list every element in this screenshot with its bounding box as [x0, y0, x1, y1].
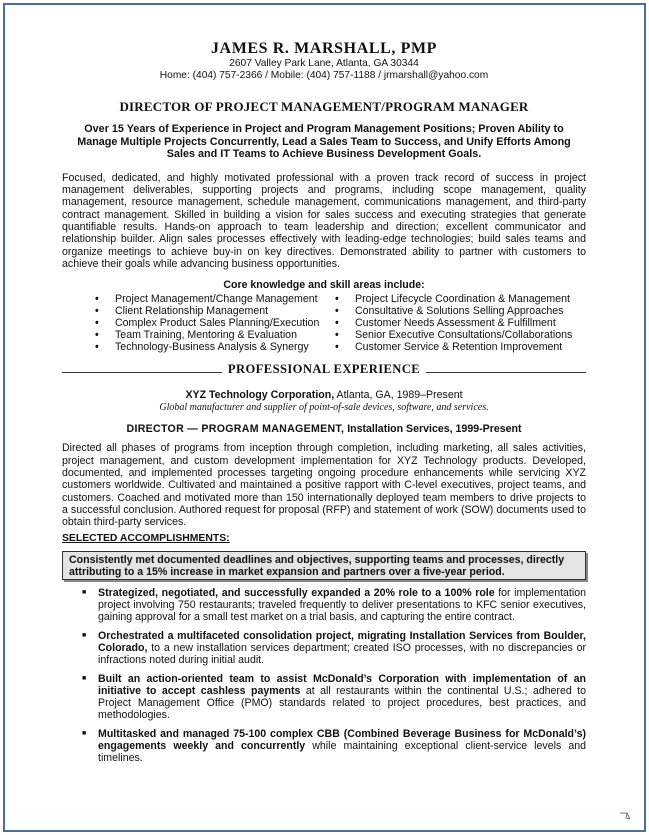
company-tagline: Global manufacturer and supplier of point-of-sale devices, software, and services.: [159, 401, 489, 413]
candidate-name: JAMES R. MARSHALL, PMP: [210, 40, 438, 57]
summary-paragraph: Focused, dedicated, and highly motivated professional with a proven track record of success in project management deliverables, supporting projects and programs, including scope management, quality management, resource management, schedule management, communications management, and third-party contract management. Skilled in building a vision for sales success and executing strategies that generate quantifiable results. Hands-on approach to team leadership and direction; excellent communicator and relationship builder. Align sales processes effectively with leading-edge technologies; build sales teams and organize meetings to achieve buy-in on key directives. Demonstrated ability to partner with customers to achieve their goals while advancing business opportunities.: [62, 171, 586, 270]
skills-column-right: [335, 294, 572, 353]
company-name: XYZ Technology Corporation,: [185, 389, 335, 402]
experience-section-header: [62, 363, 586, 381]
skill-item: • Complex Product Sales Planning/Execution: [95, 318, 335, 330]
accomplishment-text: to a new installation services department; created ISO processes, with no discrepancies or infractions noted during initial audit.: [98, 641, 586, 667]
accomplishment-text: for implementation project involving 750 restaurants; traveled frequently to deliver presentations to KFC senior executives, gaining approval for a small test market on a trial basis, and capturing the entire contract.: [98, 586, 586, 624]
skill-item: • Project Management/Change Management: [95, 294, 335, 306]
accomplishment-bold: Multitasked and managed 75-100 complex CBB (Combined Beverage Business for McDonald’s) engagements weekly and concurrently: [98, 727, 586, 752]
divider-right: [426, 372, 586, 373]
core-skills-title: Core knowledge and skill areas include:: [223, 279, 425, 292]
highlight-callout: Consistently met documented deadlines and objectives, supporting teams and processes, directly attributing to a 15% increase in market expansion and partners over a five-year period.: [62, 551, 586, 580]
selected-accomplishments-label: SELECTED ACCOMPLISHMENTS:: [62, 533, 230, 545]
accomplishment-text: while maintaining exceptional client-service levels and timelines.: [98, 739, 586, 765]
accomplishment-bold: Built an action-oriented team to assist McDonald’s Corporation with implementation of an initiative to accept cashless payments: [98, 672, 586, 697]
objective-title: DIRECTOR OF PROJECT MANAGEMENT/PROGRAM MANAGER: [119, 99, 529, 114]
headline: Over 15 Years of Experience in Project and Program Management Positions; Proven Ability to Manage Multiple Projects Concurrently, Lead a Sales Team to Success, and Unify Efforts Among Sales and IT Teams to Achieve Business Development Goals.: [77, 123, 571, 161]
role-line: [62, 423, 586, 435]
accomplishment-bold: Strategized, negotiated, and successfully expanded a 20% role to a 100% role: [98, 586, 495, 599]
role-description: Directed all phases of programs from inception through completion, including marketing, all sales activities, project management, and custom development implementation for XYZ Technology products. Developed, documented, and implemented processes targeting ongoing procedure enhancements while servicing XYZ customers worldwide. Cultivated and maintained a positive rapport with C-level executives, project teams, and customers. Coached and motivated more than 150 internationally deployed team members to drive projects to a successful conclusion. Authored request for proposal (RFP) and statement of work (SOW) documents used to obtain third-party services.: [62, 442, 586, 529]
skills-list: [62, 294, 586, 353]
company-location-dates: Atlanta, GA, 1989–Present: [334, 389, 463, 402]
resume-page: [62, 40, 586, 771]
accomplishment-list: [84, 587, 586, 765]
accomplishment-item: [84, 587, 586, 624]
skill-item: • Customer Needs Assessment & Fulfillment: [335, 318, 572, 330]
skill-item: • Project Lifecycle Coordination & Management: [335, 294, 572, 306]
skill-item: • Consultative & Solutions Selling Approaches: [335, 306, 572, 318]
company-line: [62, 389, 586, 401]
skills-column-left: [95, 294, 335, 353]
contact-line: Home: (404) 757-2366 / Mobile: (404) 757-1188 / jrmarshall@yahoo.com: [159, 70, 489, 81]
address: 2607 Valley Park Lane, Atlanta, GA 30344: [229, 58, 419, 69]
page-corner-icon: [619, 811, 631, 821]
role-details: Installation Services, 1999-Present: [344, 423, 522, 436]
accomplishment-bold: Orchestrated a multifaceted consolidation project, migrating Installation Services from Boulder, Colorado,: [98, 629, 586, 654]
skill-item: • Customer Service & Retention Improvement: [335, 342, 572, 354]
accomplishment-text: at all restaurants within the continental U.S.; adhered to Project Management Office (PMO) standards related to project procedures, best practices, and methodologies.: [98, 684, 586, 722]
skill-item: • Technology-Business Analysis & Synergy: [95, 342, 335, 354]
section-title: PROFESSIONAL EXPERIENCE: [227, 362, 421, 377]
skill-item: • Senior Executive Consultations/Collaborations: [335, 330, 572, 342]
skill-item: • Client Relationship Management: [95, 306, 335, 318]
role-title: DIRECTOR — PROGRAM MANAGEMENT,: [126, 423, 345, 436]
accomplishment-item: [84, 630, 586, 667]
accomplishment-item: [84, 728, 586, 765]
accomplishment-item: [84, 673, 586, 722]
skill-item: • Team Training, Mentoring & Evaluation: [95, 330, 335, 342]
